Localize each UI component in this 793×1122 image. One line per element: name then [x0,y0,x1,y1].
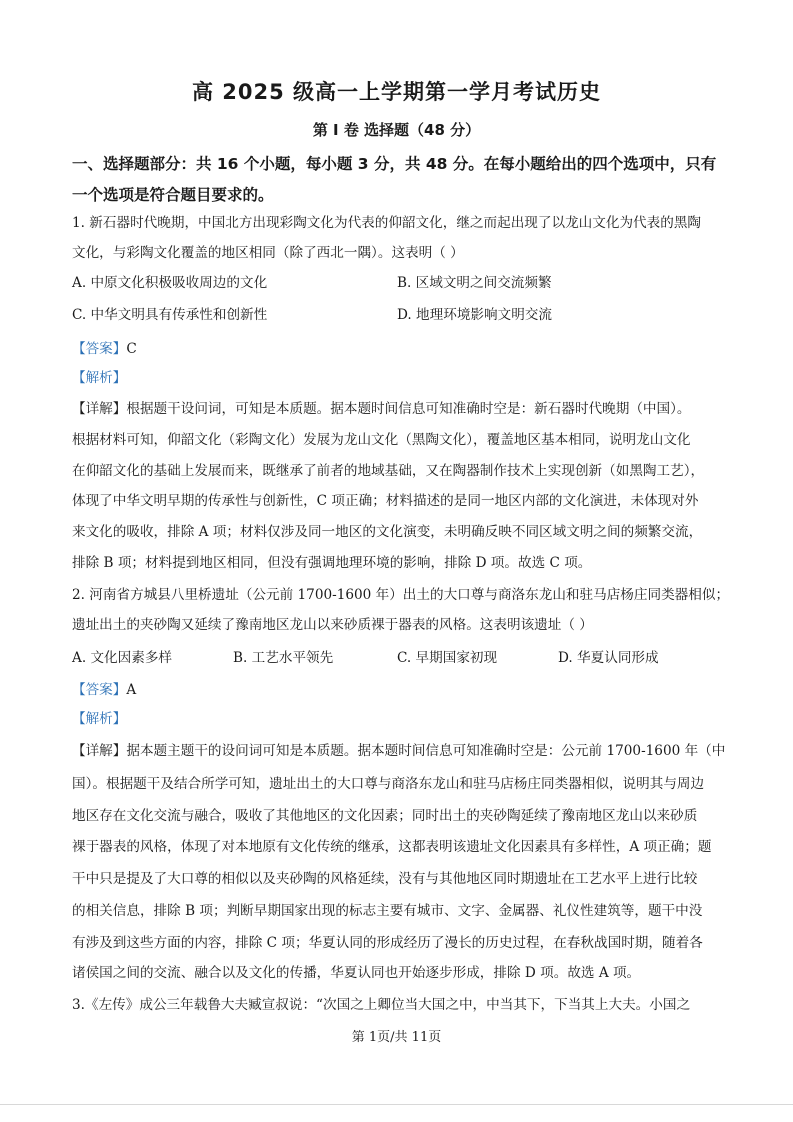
q1-detail-line: 根据材料可知，仰韶文化（彩陶文化）发展为龙山文化（黑陶文化），覆盖地区基本相同，说明龙山文化 [72,432,691,448]
section-heading [72,149,722,211]
detail-tag: 【详解】 [72,401,127,417]
q2-detail-line: 有涉及到这些方面的内容，排除 C 项；华夏认同的形成经历了漫长的历史过程，在春秋战国时期，随着各 [72,935,703,951]
q1-option-a: A. 中原文化积极吸收周边的文化 [72,275,268,291]
q1-answer [72,339,722,359]
detail-tag: 【详解】 [72,743,127,759]
q1-detail-line: 【详解】根据题干设问词，可知是本质题。据本题时间信息可知准确时空是：新石器时代晚期（中国）。 [72,401,691,417]
q1-detail-line: 在仰韶文化的基础上发展而来，既继承了前者的地域基础，又在陶器制作技术上实现创新（如黑陶工艺）， [72,463,705,479]
page-title: 高 2025 级高一上学期第一学月考试历史 [191,80,602,104]
answer-value: A [126,682,137,698]
q1-option-d: D. 地理环境影响文明交流 [397,307,552,323]
q2-detail-line: 地区存在文化交流与融合，吸收了其他地区的文化因素；同时出土的夹砂陶延续了豫南地区龙山以来砂质 [72,808,698,824]
q1-stem-line: 1. 新石器时代晚期，中国北方出现彩陶文化为代表的仰韶文化，继之而起出现了以龙山文化为代表的黑陶 [72,215,702,231]
q2-option-b: B. 工艺水平领先 [233,650,334,666]
q1-stem-line: 文化，与彩陶文化覆盖的地区相同（除了西北一隅）。这表明（ ） [72,245,464,261]
q2-answer [72,680,722,700]
q2-stem-line: 2. 河南省方城县八里桥遗址（公元前 1700-1600 年）出土的大口尊与商洛东龙山和驻马店杨庄同类器相似； [72,587,730,603]
q2-detail-line: 【详解】据本题主题干的设问词可知是本质题。据本题时间信息可知准确时空是：公元前 1700-1600 年（中 [72,743,726,759]
answer-tag: 【答案】 [72,682,127,698]
q1-detail-line: 排除 B 项；材料提到地区相同，但没有强调地理环境的影响，排除 D 项。故选 C 项。 [72,555,592,571]
q2-stem-line: 遗址出土的夹砂陶又延续了豫南地区龙山以来砂质裸于器表的风格。这表明该遗址（ ） [72,617,593,633]
page-bottom-divider [0,1104,793,1105]
q2-detail-line: 的相关信息，排除 B 项；判断早期国家出现的标志主要有城市、文字、金属器、礼仪性建筑等，题干中没 [72,903,703,919]
q2-detail-line: 干中只是提及了大口尊的相似以及夹砂陶的风格延续，没有与其他地区同时期遗址在工艺水平上进行比较 [72,871,698,887]
section-heading-line: 一个选项是符合题目要求的。 [72,186,274,204]
q1-detail-line: 体现了中华文明早期的传承性与创新性，C 项正确；材料描述的是同一地区内部的文化演进，未体现对外 [72,493,699,509]
q1-option-c: C. 中华文明具有传承性和创新性 [72,307,268,323]
q2-option-c: C. 早期国家初现 [397,650,498,666]
section-heading-line: 一、选择题部分：共 16 个小题，每小题 3 分，共 48 分。在每小题给出的四个选项中，只有 [72,155,717,173]
q2-detail-line: 裸于器表的风格，体现了对本地原有文化传统的继承，这都表明该遗址文化因素具有多样性，A 项正确；题 [72,839,712,855]
q2-detail-line: 诸侯国之间的交流、融合以及文化的传播，华夏认同也开始逐步形成，排除 D 项。故选 A 项。 [72,965,641,981]
q3-stem-line: 3.《左传》成公三年载鲁大夫臧宣叔说：“次国之上卿位当大国之中，中当其下，下当其上大夫。小国之 [72,997,691,1013]
answer-tag: 【答案】 [72,341,127,357]
q2-detail-line: 国）。根据题干及结合所学可知，遗址出土的大口尊与商洛东龙山和驻马店杨庄同类器相似，说明其与周边 [72,776,705,792]
section-subtitle: 第 I 卷 选择题（48 分） [312,121,481,139]
page-footer: 第 1页/共 11页 [351,1030,442,1045]
q1-analysis-tag: 【解析】 [72,370,127,386]
q2-option-a: A. 文化因素多样 [72,650,173,666]
answer-value: C [126,341,137,357]
q2-option-d: D. 华夏认同形成 [558,650,659,666]
q2-analysis-tag: 【解析】 [72,711,127,727]
q1-option-b: B. 区域文明之间交流频繁 [397,275,552,291]
q1-detail-line: 来文化的吸收，排除 A 项；材料仅涉及同一地区的文化演变，未明确反映不同区域文明之间的频繁交流， [72,524,703,540]
